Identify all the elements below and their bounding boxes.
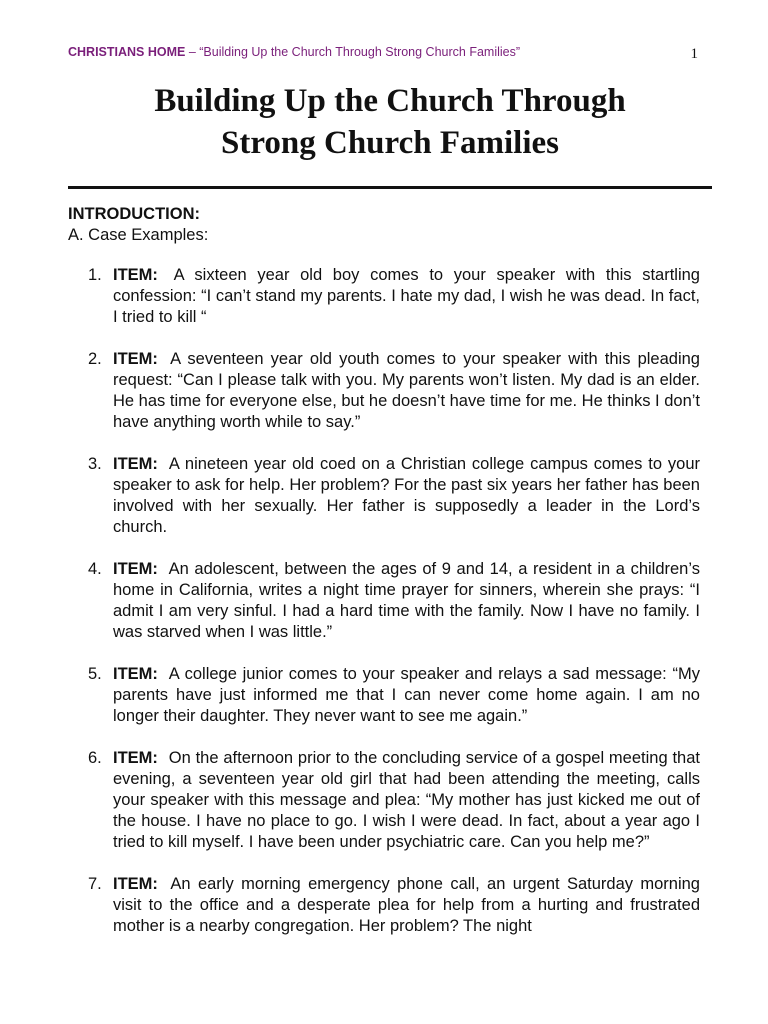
document-title xyxy=(68,80,712,164)
case-example-list xyxy=(88,265,700,958)
list-item xyxy=(88,265,700,328)
item-label: ITEM: xyxy=(113,749,158,767)
item-text: On the afternoon prior to the concluding service of a gospel meeting that evening, a seventeen year old girl that had been attending the meeting, calls your speaker with this message and plea: “My mother has just kicked me out of the house. I have no place to go. I wish I were dead. In fact, about a year ago I tried to kill myself. I have been under psychiatric care. Can you help me?” xyxy=(113,749,700,851)
item-text: A sixteen year old boy comes to your speaker with this startling confession: “I can’t stand my parents. I hate my dad, I wish he was dead. In fact, I tried to kill “ xyxy=(113,266,700,326)
list-item xyxy=(88,349,700,433)
item-text: A college junior comes to your speaker and relays a sad message: “My parents have just informed me that I can never come home again. I am no longer their daughter. They never want to see me again.” xyxy=(113,665,700,725)
item-number: 7. xyxy=(88,875,102,893)
running-header xyxy=(68,45,700,59)
list-item xyxy=(88,559,700,643)
item-body xyxy=(113,559,700,643)
item-body xyxy=(113,265,700,328)
item-number: 6. xyxy=(88,749,102,767)
item-body xyxy=(113,454,700,538)
item-label: ITEM: xyxy=(113,875,158,893)
item-number: 5. xyxy=(88,665,102,683)
list-item xyxy=(88,874,700,937)
item-body xyxy=(113,748,700,853)
item-label: ITEM: xyxy=(113,560,158,578)
header-brand: CHRISTIANS HOME xyxy=(68,45,186,59)
item-text: An early morning emergency phone call, an urgent Saturday morning visit to the office and a desperate plea for help from a hurting and frustrated mother is a nearby congregation. Her problem? The night xyxy=(113,875,700,935)
case-examples-heading: A. Case Examples: xyxy=(68,226,209,244)
item-label: ITEM: xyxy=(113,350,158,368)
item-label: ITEM: xyxy=(113,665,158,683)
item-number: 1. xyxy=(88,266,102,284)
item-body xyxy=(113,349,700,433)
item-number: 2. xyxy=(88,350,102,368)
list-item xyxy=(88,664,700,727)
list-item xyxy=(88,748,700,853)
title-line-2: Strong Church Families xyxy=(221,125,559,161)
list-item xyxy=(88,454,700,538)
title-line-1: Building Up the Church Through xyxy=(154,83,626,119)
introduction-heading: INTRODUCTION: xyxy=(68,205,200,223)
item-number: 3. xyxy=(88,455,102,473)
item-number: 4. xyxy=(88,560,102,578)
item-text: A nineteen year old coed on a Christian college campus comes to your speaker to ask for help. Her problem? For the past six years her father has been involved with her sexually. Her father is supposedly a leader in the Lord’s church. xyxy=(113,455,700,536)
page-number: 1 xyxy=(690,46,698,62)
title-divider xyxy=(68,186,712,189)
item-text: A seventeen year old youth comes to your speaker with this pleading request: “Can I please talk with you. My parents won’t listen. My dad is an elder. He has time for everyone else, but he doesn’t have time for me. He thinks I don’t have anything worth while to say.” xyxy=(113,350,700,431)
item-label: ITEM: xyxy=(113,266,158,284)
item-label: ITEM: xyxy=(113,455,158,473)
item-body xyxy=(113,664,700,727)
item-body xyxy=(113,874,700,937)
header-subtitle: – “Building Up the Church Through Strong Church Families” xyxy=(185,45,521,59)
item-text: An adolescent, between the ages of 9 and 14, a resident in a children’s home in California, writes a night time prayer for sinners, wherein she prays: “I admit I am very sinful. I had a hard time with the family. Now I have no family. I was starved when I was little.” xyxy=(113,560,700,641)
